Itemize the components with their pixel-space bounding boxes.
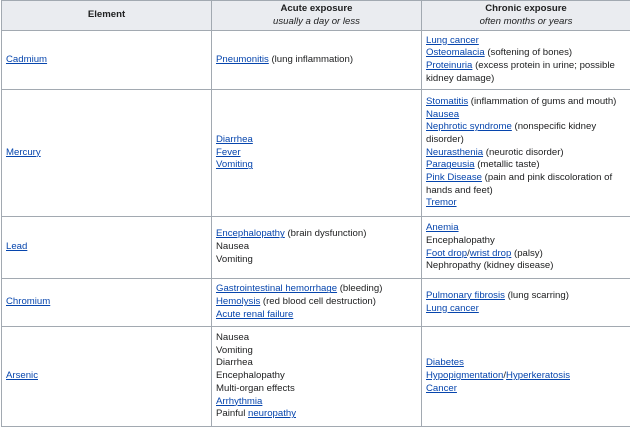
symptom-link[interactable]: Lung cancer: [426, 302, 479, 314]
symptom-text: (nonspecific kidney disorder): [426, 121, 597, 145]
symptom-text: Nausea: [216, 332, 250, 344]
symptom-link[interactable]: Nausea: [426, 108, 460, 120]
symptom-link[interactable]: Tremor: [426, 197, 457, 209]
chronic-cell: [422, 327, 630, 427]
symptom-line: [426, 383, 626, 396]
symptom-link[interactable]: Parageusia: [426, 159, 475, 171]
element-cell: [2, 217, 212, 279]
symptom-link[interactable]: Arrhythmia: [216, 395, 263, 407]
symptom-link[interactable]: Anemia: [426, 222, 459, 234]
symptom-link[interactable]: Encephalopathy: [216, 228, 285, 240]
symptom-text: Vomiting: [216, 253, 253, 265]
element-link[interactable]: Cadmium: [6, 53, 48, 65]
symptom-link[interactable]: Fever: [216, 146, 241, 158]
symptom-link[interactable]: Hypopigmentation: [426, 370, 504, 382]
symptom-line: [426, 47, 626, 60]
symptom-text: Encephalopathy: [426, 234, 495, 246]
acute-cell: [212, 217, 422, 279]
symptom-line: [426, 35, 626, 48]
symptom-link[interactable]: Osteomalacia: [426, 47, 485, 59]
symptom-line: [426, 222, 626, 235]
symptom-link[interactable]: Neurasthenia: [426, 146, 484, 158]
symptom-text: /: [503, 370, 507, 382]
symptom-line: [426, 260, 626, 273]
symptom-text: Painful: [216, 408, 248, 420]
symptom-link[interactable]: Foot drop: [426, 247, 468, 259]
header-chronic-label: Chronic exposure: [485, 3, 567, 14]
table-row: [2, 217, 630, 279]
element-cell: [2, 279, 212, 327]
symptom-line: [216, 254, 417, 267]
element-cell: [2, 31, 212, 90]
symptom-link[interactable]: Lung cancer: [426, 34, 479, 46]
header-acute-sub: usually a day or less: [273, 15, 360, 27]
symptom-line: [426, 159, 626, 172]
symptom-link[interactable]: neuropathy: [248, 408, 297, 420]
symptom-line: [216, 370, 417, 383]
symptom-text: Nephropathy (kidney disease): [426, 260, 554, 272]
symptom-text: Diarrhea: [216, 357, 253, 369]
symptom-line: [216, 159, 417, 172]
header-element-label: Element: [87, 9, 126, 21]
symptom-line: [426, 248, 626, 261]
symptom-link[interactable]: Hyperkeratosis: [506, 370, 570, 382]
symptom-text: Multi-organ effects: [216, 382, 295, 394]
header-chronic-sub: often months or years: [479, 15, 573, 27]
symptom-link[interactable]: Acute renal failure: [216, 308, 294, 320]
element-link[interactable]: Lead: [6, 241, 28, 253]
header-row: [2, 1, 630, 31]
symptom-text: (brain dysfunction): [284, 228, 367, 240]
symptom-line: [216, 54, 417, 67]
symptom-line: [426, 197, 626, 210]
symptom-link[interactable]: Vomiting: [216, 159, 253, 171]
table-row: [2, 90, 630, 217]
symptom-link[interactable]: Proteinuria: [426, 60, 473, 71]
element-cell: [2, 90, 212, 217]
chronic-cell: [422, 31, 630, 90]
symptom-line: [216, 383, 417, 396]
symptom-line: [426, 357, 626, 370]
element-link[interactable]: Mercury: [6, 146, 41, 158]
symptom-line: [426, 121, 626, 146]
symptom-line: [216, 345, 417, 358]
symptom-link[interactable]: Gastrointestinal hemorrhage: [216, 283, 338, 295]
symptom-link[interactable]: Pulmonary fibrosis: [426, 289, 505, 301]
symptom-line: [216, 357, 417, 370]
symptom-text: Nausea: [216, 241, 250, 253]
symptom-text: (red blood cell destruction): [260, 296, 376, 308]
symptom-line: [426, 147, 626, 160]
symptom-line: [426, 172, 626, 197]
symptom-line: [426, 96, 626, 109]
symptom-line: [216, 134, 417, 147]
symptom-line: [426, 303, 626, 316]
symptom-text: (pain and pink discoloration of hands and feet): [426, 172, 613, 196]
chronic-cell: [422, 90, 630, 217]
symptom-link[interactable]: wrist drop: [469, 247, 512, 259]
symptom-line: [216, 309, 417, 322]
acute-cell: [212, 279, 422, 327]
symptom-text: (neurotic disorder): [483, 146, 564, 158]
symptom-link[interactable]: Diarrhea: [216, 133, 253, 145]
symptom-line: [216, 241, 417, 254]
symptom-line: [216, 408, 417, 421]
symptom-text: (lung inflammation): [268, 53, 354, 65]
symptom-text: (inflammation of gums and mouth): [468, 95, 617, 107]
element-cell: [2, 327, 212, 427]
symptom-line: [426, 109, 626, 122]
symptom-line: [426, 370, 626, 383]
table-row: [2, 31, 630, 90]
table-row: [2, 327, 630, 427]
header-acute: [212, 1, 422, 31]
acute-cell: [212, 327, 422, 427]
symptom-text: (lung scarring): [504, 289, 569, 301]
symptom-line: [426, 235, 626, 248]
element-link[interactable]: Arsenic: [6, 370, 38, 382]
chronic-cell: [422, 217, 630, 279]
acute-cell: [212, 90, 422, 217]
symptom-link[interactable]: Pink Disease: [426, 172, 482, 184]
symptom-text: Encephalopathy: [216, 370, 285, 382]
symptom-line: [216, 147, 417, 160]
symptom-link[interactable]: Nephrotic syndrome: [426, 121, 512, 133]
header-chronic: [422, 1, 630, 31]
symptom-text: (excess protein in urine; possible kidney damage): [426, 60, 615, 84]
symptom-line: [426, 60, 626, 85]
header-element: [2, 1, 212, 31]
symptom-link[interactable]: Cancer: [426, 382, 457, 394]
symptom-line: [216, 332, 417, 345]
table-row: [2, 279, 630, 327]
symptom-text: (bleeding): [337, 283, 383, 295]
acute-cell: [212, 31, 422, 90]
symptom-link[interactable]: Hemolysis: [216, 296, 261, 308]
symptom-line: [216, 296, 417, 309]
symptom-line: [426, 290, 626, 303]
symptom-line: [216, 283, 417, 296]
table-body: [2, 31, 630, 427]
symptom-link[interactable]: Stomatitis: [426, 95, 469, 107]
element-link[interactable]: Chromium: [6, 296, 51, 308]
symptom-text: (softening of bones): [484, 47, 573, 59]
symptom-text: (palsy): [511, 247, 543, 259]
symptom-text: (metallic taste): [474, 159, 540, 171]
chronic-cell: [422, 279, 630, 327]
symptom-text: Vomiting: [216, 344, 253, 356]
symptom-link[interactable]: Diabetes: [426, 357, 464, 369]
symptom-link[interactable]: Pneumonitis: [216, 53, 269, 65]
symptom-text: /: [467, 247, 470, 259]
toxicity-table: [1, 0, 630, 427]
symptom-line: [216, 396, 417, 409]
header-acute-label: Acute exposure: [280, 3, 353, 14]
symptom-line: [216, 228, 417, 241]
